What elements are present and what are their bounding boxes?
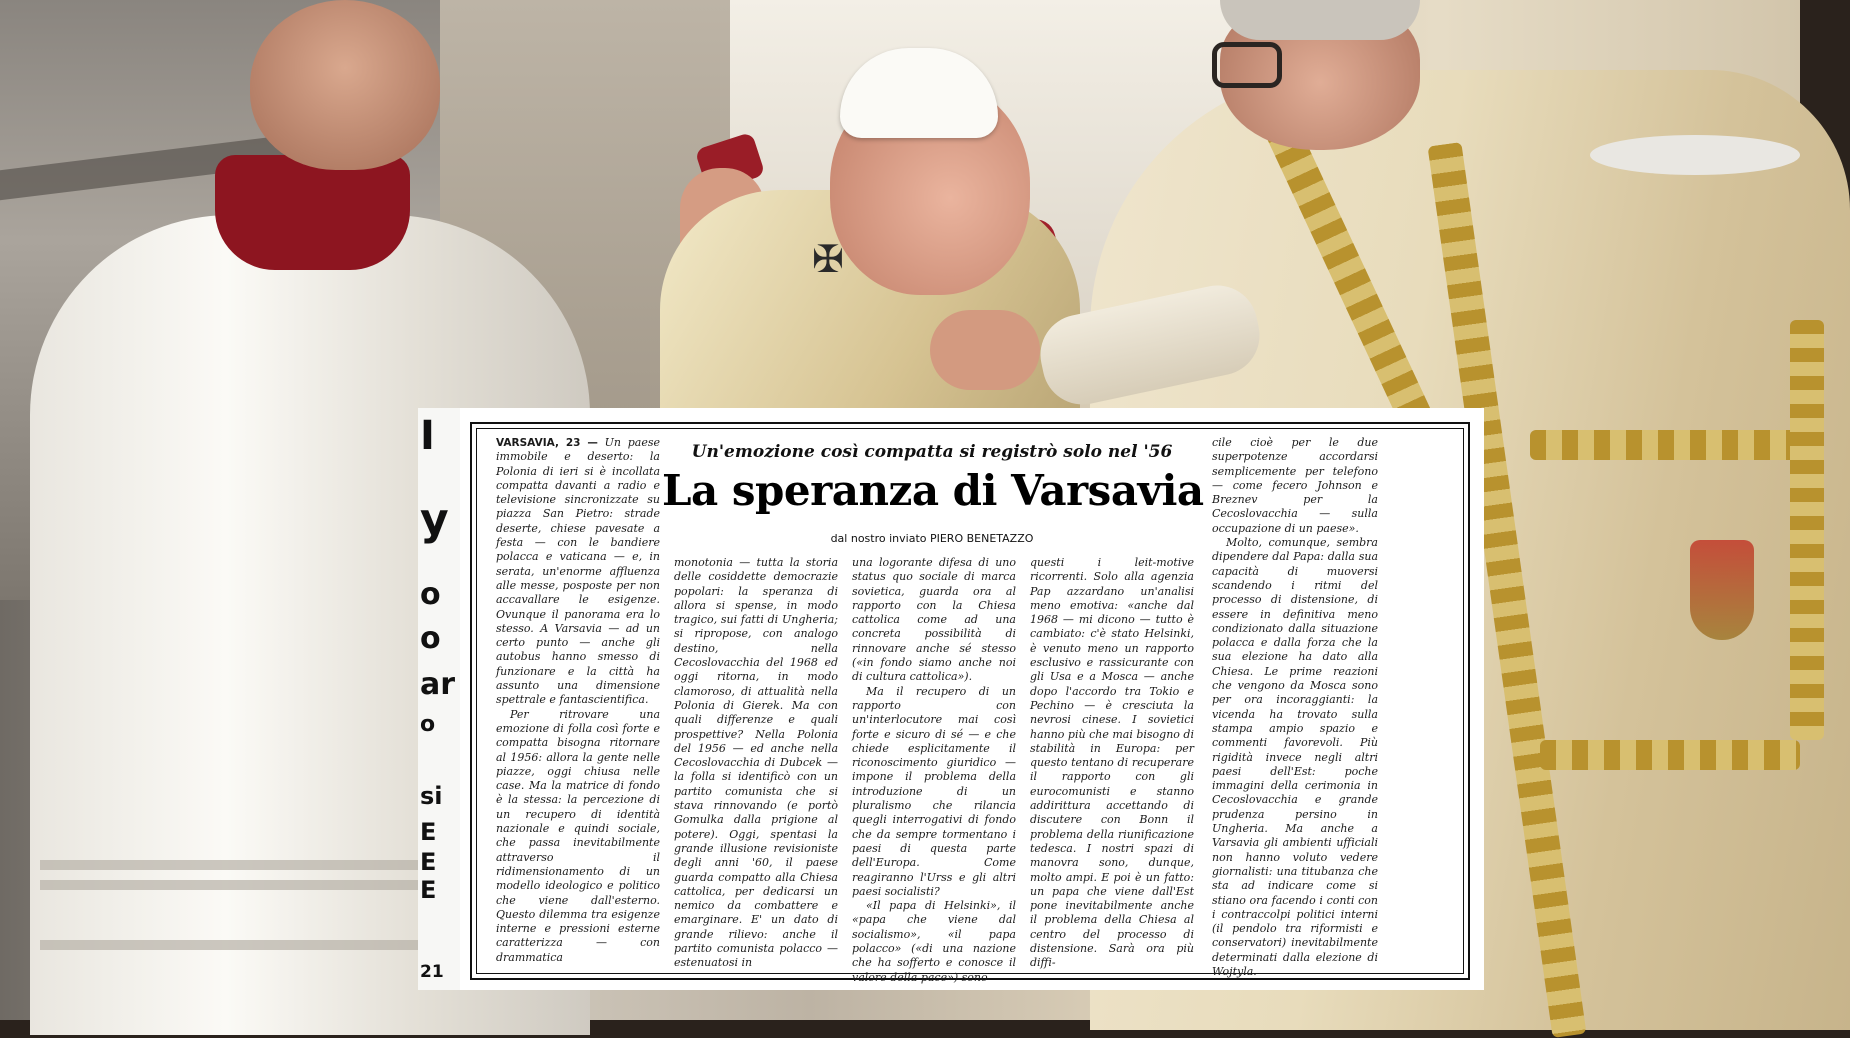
tray [1590,135,1800,175]
article-byline [702,532,1162,545]
fragment-letter: E [420,848,437,876]
article-column-4 [1030,556,1194,974]
gold-embroidery [1540,740,1800,770]
column-paragraph: questi i leit-motive ricorrenti. Solo alla agenzia Pap azzardano un'analisi meno emotiva: «anche dal 1968 — mi dicono — tutto è cambiato: c'è stato Helsinki, è venuto meno un rapporto esclusivo e rassicurante con gli Usa e a Mosca — anche dopo l'accordo tra Tokio e Pechino — è cresciuta la nevrosi cinese. I sovietici hanno più che mai bisogno di stabilità in Europa: per questo tentano di recuperare il rapporto con gli eurocomunisti e stanno addirittura accettando di discutere con Bonn il problema della riunificazione tedesca. I nostri spazi di manovra sono, dunque, molto ampi. E poi è un fatto: un papa che viene dall'Est pone inevitabilmente anche il problema della Chiesa al centro del processo di distensione. Sarà ora più diffi- [1030,556,1194,970]
cross-icon: ✠ [812,237,844,281]
column-paragraph: Per ritrovare una emozione di folla così forte e compatta bisogna ritornare al 1956: allora la gente nelle piazze, oggi chiusa nelle case. Ma la matrice di fondo è la stessa: la percezione di un recupero di identità nazionale e quindi sociale, che passa inevitabilmente attraverso il ridimensionamento di un modello ideologico e politico che viene dall'esterno. Questo dilemma tra esigenze interne e pressioni esterne caratterizza — con drammatica [496,707,660,964]
glasses-icon [1212,42,1282,88]
adjacent-column-fragment [418,408,460,990]
fragment-letter: o [420,621,441,656]
article-column-1 [496,436,660,974]
fragment-letter: y [420,494,449,545]
dateline: VARSAVIA, 23 — [496,437,598,449]
fragment-letter: E [420,818,437,846]
page-number: 21 [420,962,444,982]
gold-embroidery [1530,430,1800,460]
column-paragraph: monotonia — tutta la storia delle cosiddette democrazie popolari: la speranza di allora si spense, in modo tragico, sui fatti di Ungheria; si ripropose, con analogo destino, nella Cecoslovacchia del 1968 ed oggi ritorna, in modo clamoroso, di attualità nella Polonia di Gierek. Ma con quali differenze e quali prospettive? Nella Polonia del 1956 — ed anche nella Cecoslovacchia di Dubcek — la folla si identificò con un partito comunista che si stava rinnovando (e portò Gomulka dalla prigione al potere). Oggi, spentasi la grande illusione revisioniste degli anni '60, il paese guarda compatto alla Chiesa cattolica, per dedicarsi un nemico da combattere e emarginare. E' un dato di grande rilievo: anche il partito comunista polacco — estenuatosi in [674,556,838,970]
article-frame [470,422,1470,984]
article-kicker: Un'emozione così compatta si registrò solo nel '56 [691,442,1173,462]
column-paragraph: «Il papa di Helsinki», il «papa che viene dal socialismo», «il papa polacco» («di una nazione che ha sofferto e conosce il valore della pace») sono [852,899,1016,984]
fragment-letter: si [420,782,443,810]
fragment-letter: E [420,876,437,904]
byline-author: PIERO BENETAZZO [929,532,1034,545]
article-column-2 [674,556,838,974]
byline-prefix: dal nostro inviato [830,532,927,545]
head-left [250,0,440,170]
hand-right [930,310,1040,390]
column-paragraph: Molto, comunque, sembra dipendere dal Papa: dalla sua capacità di muoversi scandendo i ritmi del processo di distensione, di essere in definitiva meno condizionato dalla situazione polacca e dalla forza che la sua elezione ha dato alla Chiesa. Le prime reazioni che vengono da Mosca sono per ora incoraggianti: la vicenda ha trovato sulla stampa ampio spazio e commenti favorevoli. Più rigidità invece negli altri paesi dell'Est: poche immagini della cerimonia in Cecoslovacchia e grande prudenza persino in Ungheria. Ma anche a Varsavia gli ambienti ufficiali non hanno voluto vedere giornalisti: una titubanza che sta ad indicare come si stiano ora facendo i conti con i contraccolpi politici interni (il pendolo tra riformisti e conservatori) inevitabilmente determinati dalla elezione di Wojtyla. [1212,536,1378,978]
article-column-3 [852,556,1016,984]
fragment-letter: o [420,577,441,612]
fragment-letter: o [420,712,436,737]
article-column-5 [1212,436,1378,978]
article-headline: La speranza di Varsavia [662,466,1204,515]
fragment-letter: I [420,413,435,459]
column-paragraph [496,436,660,708]
coat-of-arms-icon [1690,540,1754,640]
fragment-letter: ar [420,667,456,702]
column-paragraph: Ma il recupero di un rapporto con un'interlocutore mai così forte e sicuro di sé — e che chiede esplicitamente il riconoscimento giuridico — impone il problema della introduzione di un pluralismo che rilancia quegli interrogativi di fondo che da sempre tormentano i paesi di questa parte dell'Europa. Come reagiranno l'Urss e gli altri paesi socialisti? [852,684,1016,898]
column-paragraph: una logorante difesa di uno status quo sociale di marca sovietica, guarda ora al rapporto con la Chiesa cattolica come ad una concreta possibilità di rinnovare anche sé stesso («in fondo siamo anche noi di cultura cattolica»). [852,556,1016,684]
column-text: Un paese immobile e deserto: la Polonia di ieri si è incollata compatta davanti a radio e televisione sincronizzate su piazza San Pietro: strade deserte, chiese pavesate a festa — con le bandiere polacca e vaticana — e, in serata, un'enorme affluenza alle messe, posposte per non accavallare le esigenze. Ovunque il panorama era lo stesso. A Varsavia — ad un certo punto — anche gli autobus hanno smesso di funzionare e la città ha assunto una dimensione spettrale e fantascientifica. [496,436,660,707]
hair-right [1220,0,1420,40]
gold-embroidery [1790,320,1824,740]
column-paragraph: cile cioè per le due superpotenze accordarsi semplicemente per telefono — come fecero Johnson e Breznev per la Cecoslovacchia — sulla occupazione di un paese». [1212,436,1378,535]
red-collar [215,155,410,270]
newspaper-clipping [418,408,1484,990]
